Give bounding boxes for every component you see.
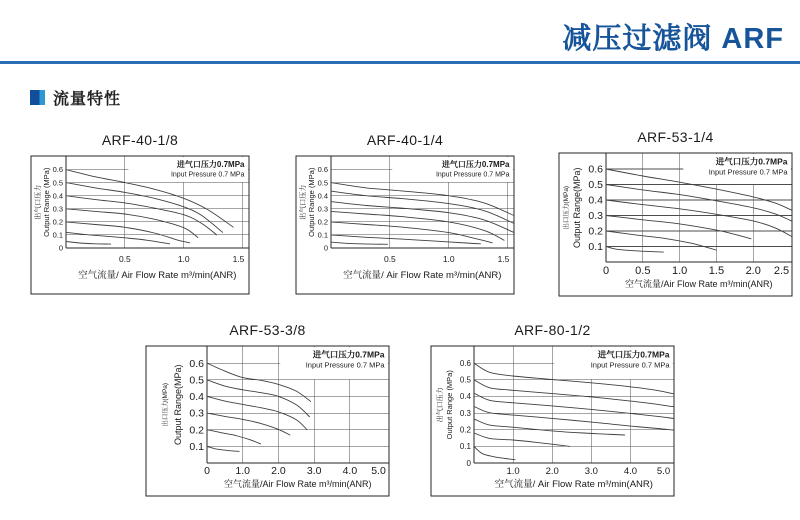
svg-text:1.5: 1.5 (708, 265, 725, 277)
chart-title: ARF-53-1/4 (637, 129, 714, 145)
svg-text:3.0: 3.0 (306, 465, 322, 477)
svg-text:0.2: 0.2 (52, 217, 63, 227)
chart-title: ARF-40-1/8 (101, 132, 179, 148)
svg-text:出气口压力: 出气口压力 (437, 387, 444, 423)
svg-text:5.0: 5.0 (371, 465, 386, 477)
svg-text:出口压力(MPa): 出口压力(MPa) (162, 382, 169, 427)
svg-text:0.1: 0.1 (317, 230, 328, 240)
svg-text:空气流量/Air Flow Rate m³/min(ANR): 空气流量/Air Flow Rate m³/min(ANR) (624, 279, 773, 289)
chart-arf-80-1-2 (430, 319, 675, 497)
svg-text:5.0: 5.0 (656, 466, 671, 477)
svg-text:1.5: 1.5 (497, 254, 510, 264)
chart-arf-53-1-4 (558, 126, 793, 297)
svg-text:0: 0 (466, 458, 471, 468)
svg-text:1.0: 1.0 (235, 465, 251, 477)
svg-text:0: 0 (602, 265, 610, 277)
svg-text:0.5: 0.5 (189, 374, 204, 387)
header-divider (0, 61, 800, 64)
svg-text:进气口压力0.7MPa: 进气口压力0.7MPa (597, 349, 670, 360)
svg-text:出口压力(MPa): 出口压力(MPa) (563, 185, 570, 230)
svg-text:0.5: 0.5 (588, 179, 603, 192)
chart-arf-53-3-8 (145, 319, 390, 497)
svg-text:0.5: 0.5 (459, 375, 471, 385)
svg-text:0.6: 0.6 (52, 165, 63, 175)
svg-text:0: 0 (323, 243, 328, 253)
chart-arf-53-3-8-plot (145, 345, 390, 497)
svg-text:1.5: 1.5 (232, 254, 245, 264)
svg-text:0.1: 0.1 (459, 442, 471, 452)
svg-text:0.5: 0.5 (317, 178, 328, 188)
svg-text:2.0: 2.0 (545, 466, 559, 477)
svg-text:1.0: 1.0 (177, 254, 190, 264)
svg-text:Output Range (MPa): Output Range (MPa) (307, 167, 316, 237)
svg-text:Output Range(MPa): Output Range(MPa) (173, 364, 183, 446)
svg-text:出气口压力: 出气口压力 (35, 184, 42, 220)
svg-text:4.0: 4.0 (623, 466, 638, 477)
svg-text:0.5: 0.5 (635, 265, 651, 277)
svg-text:0.5: 0.5 (118, 254, 131, 264)
svg-text:0.3: 0.3 (588, 210, 603, 223)
svg-text:0.6: 0.6 (459, 358, 471, 368)
svg-text:1.0: 1.0 (671, 265, 688, 277)
svg-text:0.2: 0.2 (189, 424, 204, 437)
svg-text:1.0: 1.0 (506, 466, 520, 477)
chart-arf-40-1-8-plot (30, 155, 250, 295)
svg-text:0.3: 0.3 (459, 408, 471, 418)
svg-text:0.4: 0.4 (317, 191, 328, 201)
chart-title: ARF-53-3/8 (229, 322, 306, 338)
svg-text:空气流量/Air Flow Rate m³/min(ANR): 空气流量/Air Flow Rate m³/min(ANR) (223, 479, 372, 489)
svg-text:Input Pressure 0.7 MPa: Input Pressure 0.7 MPa (708, 167, 788, 177)
svg-text:0.4: 0.4 (588, 194, 603, 207)
svg-text:2.0: 2.0 (271, 465, 286, 477)
chart-title: ARF-80-1/2 (514, 322, 591, 338)
svg-text:Input Pressure 0.7 MPa: Input Pressure 0.7 MPa (435, 171, 510, 179)
svg-text:0.3: 0.3 (52, 204, 63, 214)
svg-text:0.1: 0.1 (588, 241, 603, 254)
svg-text:Output Range (MPa): Output Range (MPa) (445, 370, 454, 440)
chart-arf-40-1-4 (295, 129, 515, 295)
svg-text:0.2: 0.2 (459, 425, 471, 435)
svg-text:进气口压力0.7MPa: 进气口压力0.7MPa (715, 156, 788, 167)
page-title: 减压过滤阀 ARF (562, 23, 784, 55)
svg-text:1.0: 1.0 (442, 254, 455, 264)
svg-text:0.6: 0.6 (317, 165, 328, 175)
svg-text:0.3: 0.3 (189, 407, 204, 420)
svg-text:0.5: 0.5 (52, 178, 63, 188)
svg-text:0.4: 0.4 (189, 391, 204, 404)
svg-text:进气口压力0.7MPa: 进气口压力0.7MPa (176, 160, 245, 169)
svg-text:进气口压力0.7MPa: 进气口压力0.7MPa (441, 160, 510, 169)
svg-text:0.6: 0.6 (189, 357, 204, 370)
svg-text:Input Pressure 0.7 MPa: Input Pressure 0.7 MPa (170, 171, 245, 179)
svg-text:0.4: 0.4 (459, 392, 471, 402)
svg-text:0.1: 0.1 (52, 230, 63, 240)
section-bullet-icon (30, 90, 45, 105)
svg-text:Input Pressure 0.7 MPa: Input Pressure 0.7 MPa (305, 360, 385, 370)
svg-text:0.4: 0.4 (52, 191, 63, 201)
svg-text:2.5: 2.5 (773, 265, 790, 277)
svg-text:0.6: 0.6 (588, 163, 603, 176)
svg-text:2.0: 2.0 (745, 265, 761, 277)
svg-text:0.2: 0.2 (317, 217, 328, 227)
chart-arf-53-1-4-plot (558, 152, 793, 297)
chart-title: ARF-40-1/4 (366, 132, 444, 148)
section-title: 流量特性 (53, 91, 122, 108)
svg-text:4.0: 4.0 (342, 465, 358, 477)
svg-text:0.3: 0.3 (317, 204, 328, 214)
svg-text:出气口压力: 出气口压力 (300, 184, 307, 220)
svg-text:Output Range (MPa): Output Range (MPa) (42, 167, 51, 237)
chart-arf-80-1-2-plot (430, 345, 675, 497)
svg-text:0.2: 0.2 (588, 225, 603, 238)
svg-text:Output Range(MPa): Output Range(MPa) (572, 167, 582, 249)
svg-text:空气流量/ Air Flow Rate m³/min(ANR: 空气流量/ Air Flow Rate m³/min(ANR) (494, 479, 653, 490)
svg-text:Input Pressure 0.7 MPa: Input Pressure 0.7 MPa (590, 360, 670, 370)
svg-text:3.0: 3.0 (584, 466, 598, 477)
chart-arf-40-1-8 (30, 129, 250, 295)
svg-text:进气口压力0.7MPa: 进气口压力0.7MPa (312, 349, 385, 360)
svg-text:0.1: 0.1 (189, 441, 204, 454)
section-heading (30, 86, 121, 109)
svg-text:0: 0 (204, 465, 210, 477)
svg-text:空气流量/ Air Flow Rate m³/min(ANR: 空气流量/ Air Flow Rate m³/min(ANR) (343, 270, 502, 281)
svg-text:空气流量/ Air Flow Rate m³/min(ANR: 空气流量/ Air Flow Rate m³/min(ANR) (78, 270, 237, 281)
svg-text:0.5: 0.5 (383, 254, 396, 264)
chart-arf-40-1-4-plot (295, 155, 515, 295)
svg-text:0: 0 (58, 243, 63, 253)
